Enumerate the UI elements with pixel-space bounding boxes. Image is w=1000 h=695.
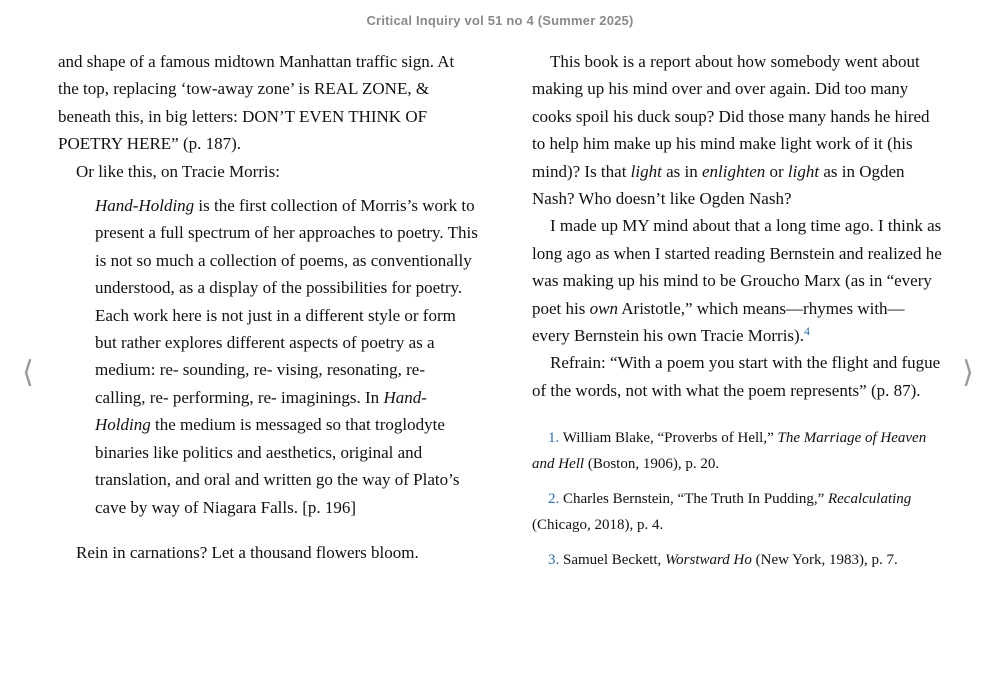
footnotes [532, 426, 942, 574]
emphasis: light [787, 161, 820, 181]
text-run: This book is a report about how somebody went about making up his mind over and over again. Did too many cooks spoil his duck soup? Did those many hands he hired to help him make up his mind make light work of it (his mind)? Is that [532, 52, 930, 181]
footnote-text: (New York, 1983), p. 7. [751, 552, 898, 569]
paragraph [532, 212, 942, 349]
book-title: The Marriage of Heaven and Hell [532, 430, 927, 472]
paragraph: and shape of a famous midtown Manhattan traffic sign. At the top, replacing ‘tow-away zone’ is REAL ZONE, & beneath this, in big letters: DON’T EVEN THINK OF POETRY HERE” (p. 187). [58, 52, 455, 154]
right-page-column [532, 48, 942, 584]
footnote-text: Samuel Beckett, [559, 552, 666, 569]
book-title: Recalculating [827, 491, 912, 508]
footnote-number-link[interactable]: 2. [548, 491, 560, 508]
paragraph: Or like this, on Tracie Morris: [76, 161, 280, 181]
emphasis: light [630, 161, 662, 181]
footnote-number-link[interactable]: 3. [548, 552, 560, 569]
book-title: Worstward Ho [665, 552, 752, 569]
footnote-text: Charles Bernstein, “The Truth In Pudding,” [559, 491, 828, 508]
text-run: I made up MY mind about that a long time ago. I think as long ago as when I started reading Bernstein and realized he was making up his mind to be Groucho Marx (as in “every poet his [532, 216, 942, 318]
text-run: as in Ogden Nash? Who doesn’t like Ogden Nash? [532, 161, 905, 209]
footnote-number-link[interactable]: 1. [548, 430, 560, 447]
next-page-chevron-icon[interactable]: ⟩ [962, 355, 974, 390]
text-run: Aristotle,” which means—rhymes with—every Bernstein his own Tracie Morris). [532, 298, 905, 346]
book-title: Hand-Holding [95, 196, 195, 216]
previous-page-chevron-icon[interactable]: ⟨ [22, 355, 34, 390]
paragraph: Rein in carnations? Let a thousand flowers bloom. [76, 542, 419, 562]
running-header: Critical Inquiry vol 51 no 4 (Summer 2025) [366, 13, 634, 28]
left-page-column [58, 48, 478, 566]
footnote-text: William Blake, “Proverbs of Hell,” [559, 430, 778, 447]
quote-text: is the first collection of Morris’s work to present a full spectrum of her approaches to poetry. This is not so much a collection of poems, as conventionally understood, as a display of the possibilities for poetry. Each work here is not just in a different style or form but rather explores different aspects of poetry as a medium: re- sounding, re- vising, resonating, re- calling, re- performing, re- imaginings. In [95, 196, 478, 407]
paragraph: Refrain: “With a poem you start with the flight and fugue of the words, not with what the poem represents” (p. 87). [532, 353, 941, 400]
book-title: Hand-Holding [95, 387, 427, 435]
paragraph [532, 48, 942, 212]
footnote-reference-link[interactable]: 4 [803, 324, 810, 339]
text-run: or [765, 161, 788, 181]
footnote-text: (Boston, 1906), p. 20. [584, 455, 720, 472]
quote-text: the medium is messaged so that troglodyte binaries like politics and aesthetics, original and translation, and oral and written go the way of Plato’s cave by way of Niagara Falls. [p. 196] [95, 415, 460, 517]
footnote [532, 426, 942, 477]
footnote [532, 487, 942, 538]
block-quote [95, 192, 478, 521]
text-run: as in [661, 161, 702, 181]
footnote [532, 548, 942, 574]
emphasis: own [589, 298, 618, 318]
footnote-text: (Chicago, 2018), p. 4. [532, 516, 664, 533]
emphasis: enlighten [701, 161, 766, 181]
